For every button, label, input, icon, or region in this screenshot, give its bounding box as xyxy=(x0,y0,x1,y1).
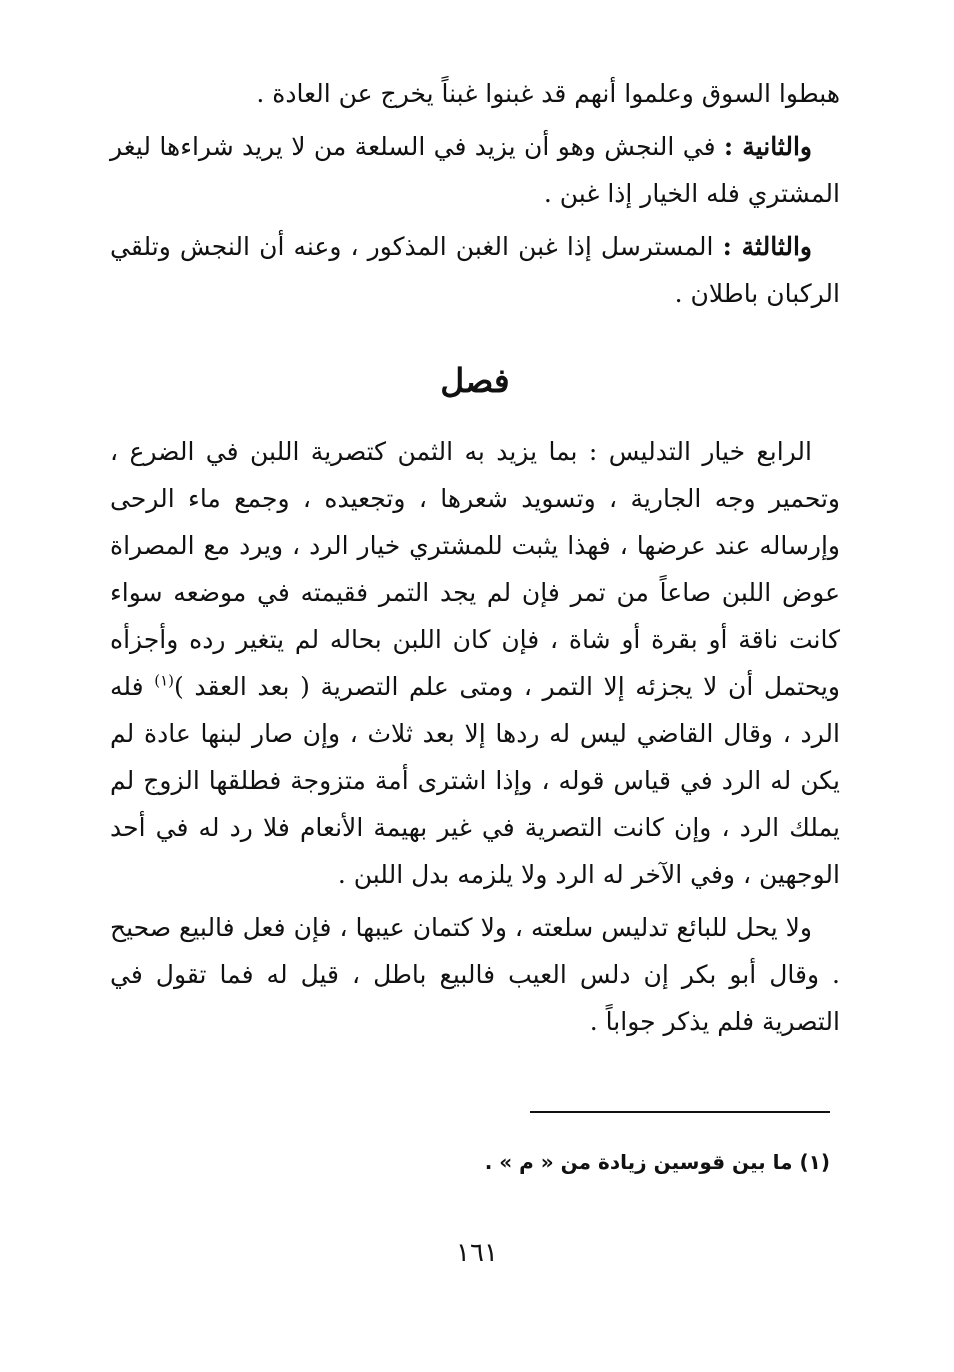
paragraph-lead: والثانية : xyxy=(723,132,812,161)
footnote-marker: (١) xyxy=(154,671,175,690)
page-body xyxy=(110,70,840,1051)
paragraph-second xyxy=(110,123,840,217)
paragraph-text: في النجش وهو أن يزيد في السلعة من لا يريد شراءها ليغر المشتري فله الخيار إذا غبن . xyxy=(110,132,840,208)
section-heading: فصل xyxy=(440,361,510,400)
paragraph-main xyxy=(110,428,840,898)
page-number: ١٦١ xyxy=(456,1238,498,1268)
paragraph-lead: والثالثة : xyxy=(722,232,812,261)
footnote-divider xyxy=(530,1111,830,1113)
footnote-text: (١) ما بين قوسين زيادة من « م » . xyxy=(484,1150,830,1174)
paragraph-continuation: هبطوا السوق وعلموا أنهم قد غبنوا غبناً يخرج عن العادة . xyxy=(256,79,840,108)
paragraph-last: ولا يحل للبائع تدليس سلعته ، ولا كتمان عيبها ، فإن فعل فالبيع صحيح . وقال أبو بكر إن دلس العيب فالبيع باطل ، قيل له فما تقول في التصرية فلم يذكر جواباً . xyxy=(110,913,840,1036)
paragraph-text: المسترسل إذا غبن الغبن المذكور ، وعنه أن النجش وتلقي الركبان باطلان . xyxy=(110,232,840,308)
paragraph-third xyxy=(110,223,840,317)
paragraph-text: الرابع خيار التدليس : بما يزيد به الثمن كتصرية اللبن في الضرع ، وتحمير وجه الجارية ، وتسويد شعرها ، وتجعيده ، وجمع ماء الرحى وإرساله عند عرضها ، فهذا يثبت للمشتري خيار الرد ، ويرد مع المصراة عوض اللبن صاعاً من تمر فإن لم يجد التمر فقيمته في موضعه سواء كانت ناقة أو بقرة أو شاة ، فإن كان اللبن بحاله لم يتغير رده وأجزأه ويحتمل أن لا يجزئه إلا التمر ، ومتى علم التصرية ( بعد العقد ) xyxy=(110,437,840,701)
paragraph-text: فله الرد ، وقال القاضي ليس له ردها إلا بعد ثلاث ، وإن صار لبنها عادة لم يكن له الرد في قياس قوله ، وإذا اشترى أمة متزوجة فطلقها الزوج لم يملك الرد ، وإن كانت التصرية في غير بهيمة الأنعام فلا رد له في أحد الوجهين ، وفي الآخر له الرد ولا يلزمه بدل اللبن . xyxy=(110,672,840,889)
